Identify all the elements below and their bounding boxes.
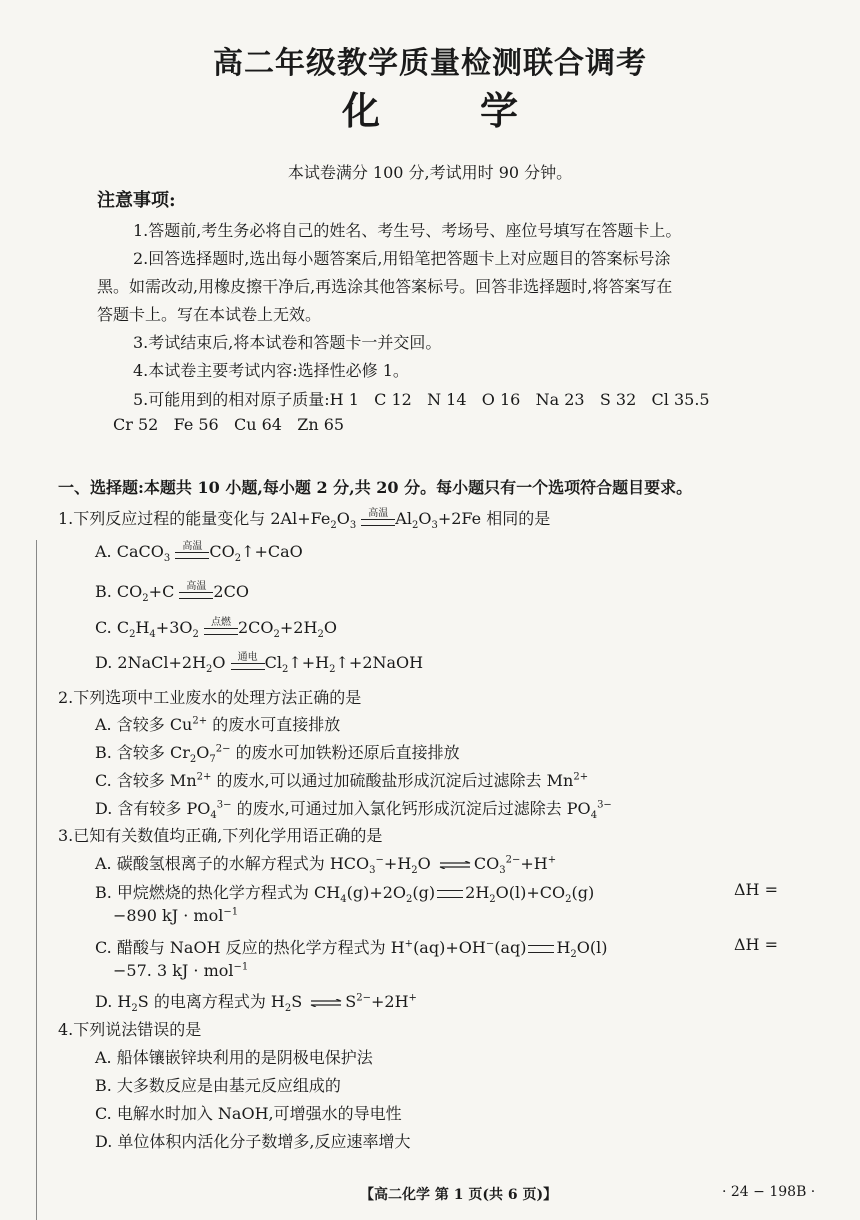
exam-info: 本试卷满分 100 分,考试用时 90 分钟。 <box>287 163 573 182</box>
question-1-option-a: A. CaCO$_3$ 高温 $CO_2↑+CaO$ <box>95 541 303 565</box>
question-1-option-d: D. $2NaCl+2H_2O$ 通电 $Cl_2↑+H_2↑+2NaOH$ <box>95 652 424 676</box>
notice-line: 黑。如需改动,用橡皮擦干净后,再选涂其他答案标号。回答非选择题时,将答案写在 <box>97 277 673 296</box>
question-3-option-b-dh: ΔH = <box>734 880 778 899</box>
reversible-arrow-icon <box>438 861 472 869</box>
reversible-arrow-icon <box>309 999 343 1007</box>
subject-title <box>0 80 860 135</box>
question-4-option-b: B. 大多数反应是由基元反应组成的 <box>95 1076 341 1095</box>
reaction-condition: 高温 <box>361 509 395 530</box>
margin-rule <box>36 540 37 1220</box>
subject-char-2: 学 <box>480 88 519 133</box>
question-3-option-c-value: −57. 3 kJ · mol$^{-1}$ <box>113 961 249 980</box>
question-2-option-d: D. 含有较多 $PO_4^{3-}$ 的废水,可通过加入氯化钙形成沉淀后过滤除去 $PO_4^{3-}$ <box>95 799 612 822</box>
question-2-option-a: A. 含较多 $Cu^{2+}$ 的废水可直接排放 <box>95 715 341 734</box>
notice-line: 4.本试卷主要考试内容:选择性必修 1。 <box>133 361 409 380</box>
notice-line: 2.回答选择题时,选出每小题答案后,用铅笔把答题卡上对应题目的答案标号涂 <box>133 249 671 268</box>
question-3-stem: 3.已知有关数值均正确,下列化学用语正确的是 <box>58 826 383 845</box>
question-1-option-c: C. $C_2H_4+3O_2$ 点燃 $2CO_2+2H_2O$ <box>95 617 337 641</box>
question-3-option-d: D. $H_2S$ 的电离方程式为 $H_2S$ $S^{2-}+2H^+$ <box>95 992 417 1015</box>
subject-char-1: 化 <box>341 88 380 133</box>
question-3-option-c: C. 醋酸与 NaOH 反应的热化学方程式为 H+(aq)+OH−(aq) $H_2O(l)$ <box>95 938 608 961</box>
question-3-option-b: B. 甲烷燃烧的热化学方程式为 $CH_4(g)+2O_2(g)$ $2H_2O(l)+CO_2(g)$ <box>95 883 595 906</box>
notice-line: Cr 52 Fe 56 Cu 64 Zn 65 <box>113 415 345 434</box>
question-4-option-a: A. 船体镶嵌锌块利用的是阴极电保护法 <box>95 1048 373 1067</box>
notice-line: 1.答题前,考生务必将自己的姓名、考生号、考场号、座位号填写在答题卡上。 <box>133 221 682 240</box>
page-label: 【高二化学 第 1 页(共 6 页)】 <box>360 1187 558 1203</box>
question-4-stem: 4.下列说法错误的是 <box>58 1020 202 1039</box>
question-3-option-b-value: −890 kJ · mol$^{-1}$ <box>113 906 239 925</box>
question-3-option-c-dh: ΔH = <box>734 935 778 954</box>
question-2-option-b: B. 含较多 $Cr_2O_7^{2-}$ 的废水可加铁粉还原后直接排放 <box>95 743 460 766</box>
notice-heading: 注意事项: <box>97 190 176 211</box>
notice-line: 5.可能用到的相对原子质量:H 1 C 12 N 14 O 16 Na 23 S 32 Cl 35.5 <box>133 390 710 409</box>
section-heading: 一、选择题:本题共 10 小题,每小题 2 分,共 20 分。每小题只有一个选项符合题目要求。 <box>58 478 693 497</box>
question-4-option-d: D. 单位体积内活化分子数增多,反应速率增大 <box>95 1132 411 1151</box>
question-2-option-c: C. 含较多 $Mn^{2+}$ 的废水,可以通过加硫酸盐形成沉淀后过滤除去 $Mn^{2+}$ <box>95 771 589 790</box>
notice-line: 答题卡上。写在本试卷上无效。 <box>97 305 322 324</box>
exam-code: · 24 − 198B · <box>722 1184 816 1200</box>
question-3-option-a: A. 碳酸氢根离子的水解方程式为 $HCO_3^-+H_2O$ $CO_3^{2-}+H^+$ <box>95 854 557 877</box>
question-1-stem: 1.下列反应过程的能量变化与 $2Al+Fe_2O_3$ 高温 $Al_2O_3+2Fe$ 相同的是 <box>58 508 551 532</box>
notice-line: 3.考试结束后,将本试卷和答题卡一并交回。 <box>133 333 442 352</box>
question-4-option-c: C. 电解水时加入 NaOH,可增强水的导电性 <box>95 1104 402 1123</box>
exam-title: 高二年级教学质量检测联合调考 <box>213 46 647 81</box>
question-2-stem: 2.下列选项中工业废水的处理方法正确的是 <box>58 688 362 707</box>
question-1-option-b: B. $CO_2+C$ 高温 2CO <box>95 581 249 605</box>
